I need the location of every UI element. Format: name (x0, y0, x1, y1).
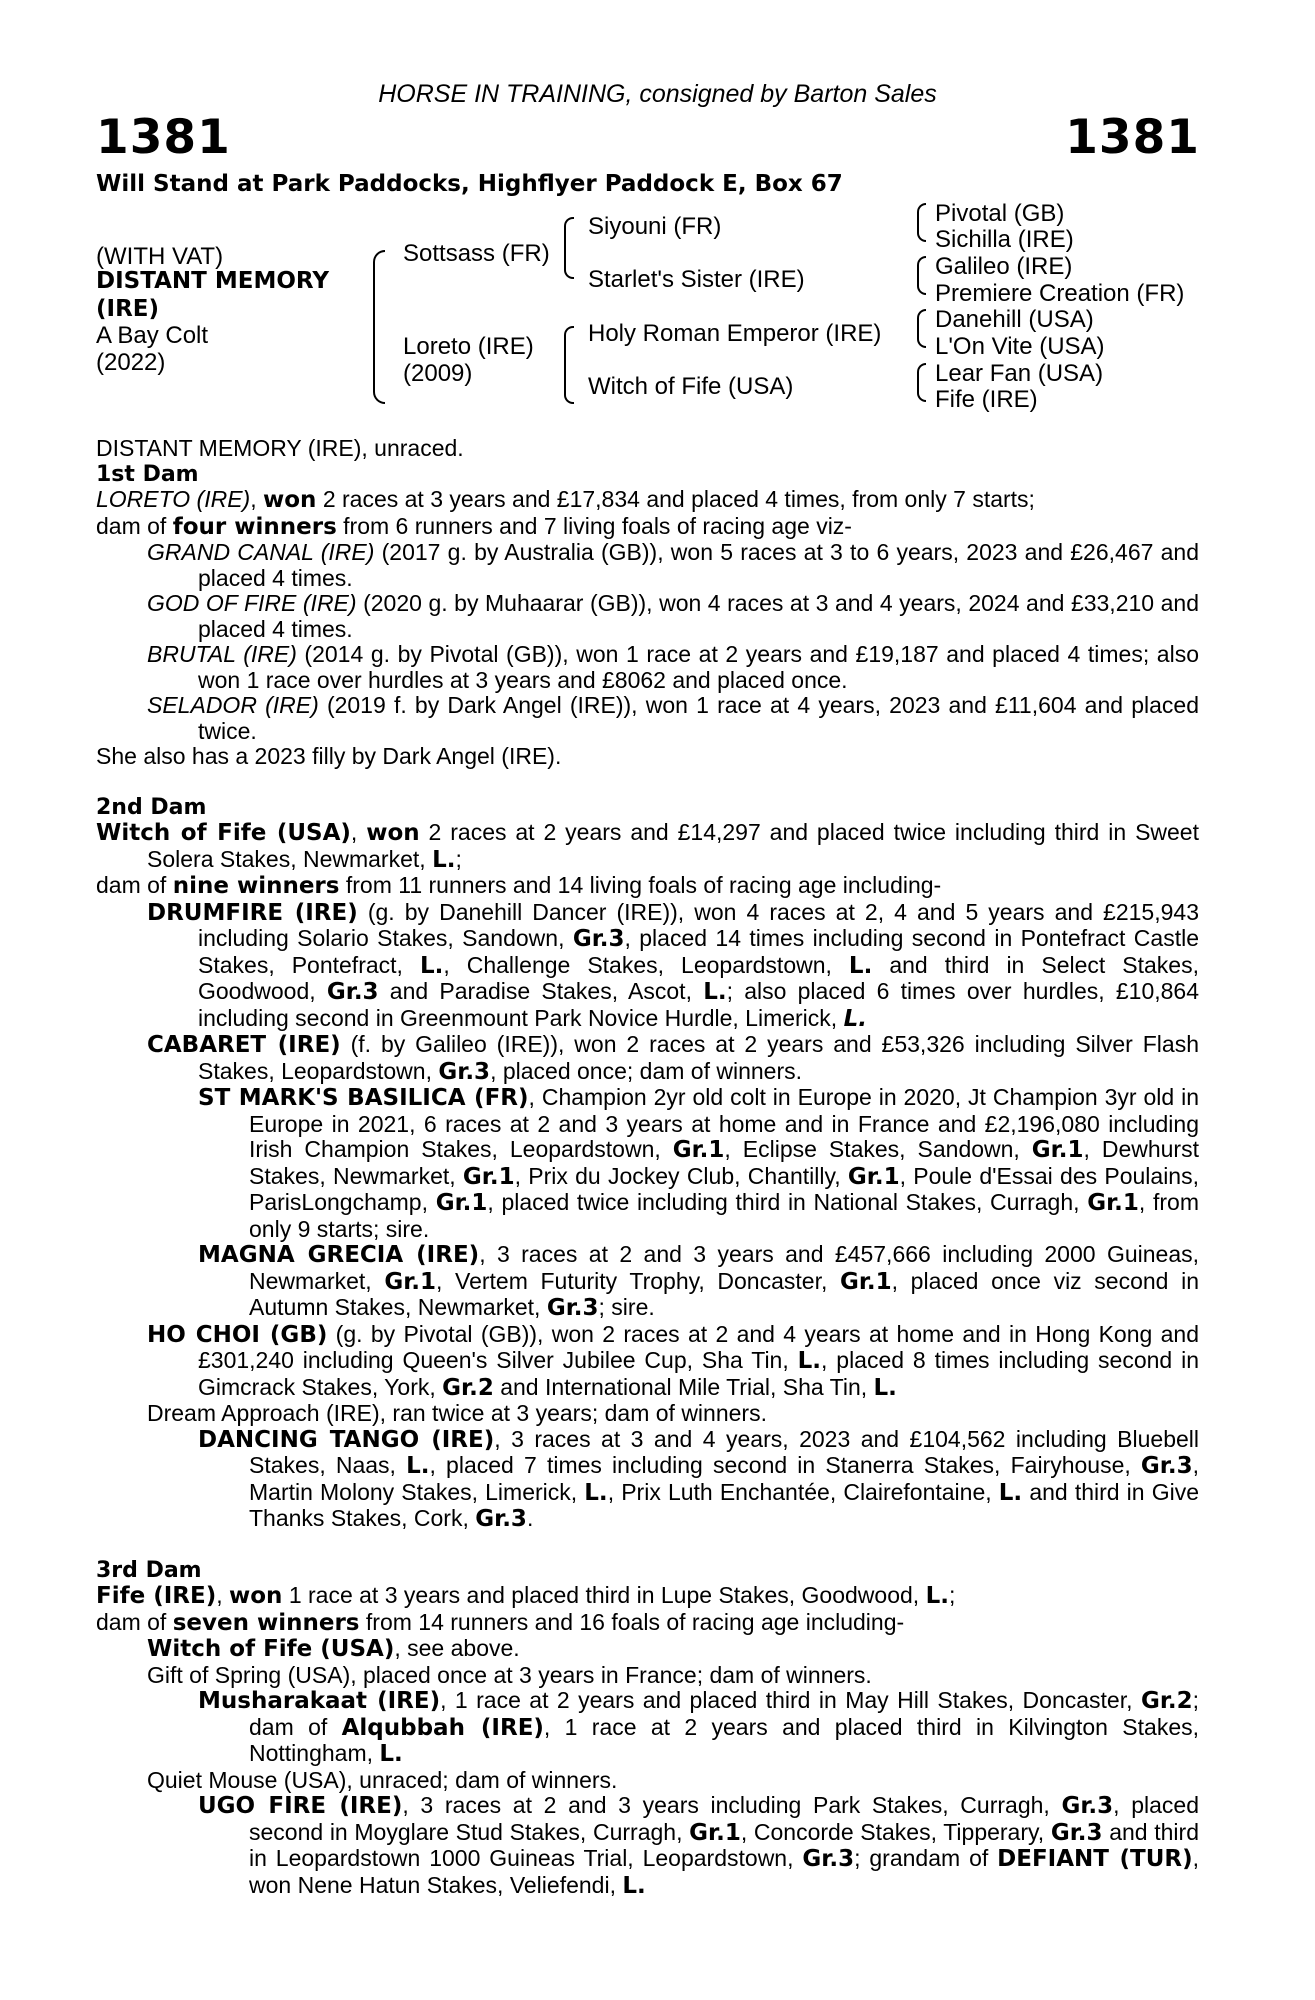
dam-name: LORETO (IRE) (96, 486, 251, 512)
brace-sd (917, 256, 926, 295)
ped-ddd: Fife (IRE) (935, 386, 1038, 413)
horse-description: A Bay Colt (96, 322, 209, 349)
sire-name: Sottsass (FR) (403, 240, 550, 267)
first-dam-heading: 1st Dam (96, 461, 199, 487)
progeny-item: CABARET (IRE) (f. by Galileo (IRE)), won 2 races at 2 years and £53,326 including Silver Flash Stakes, Leopardstown, Gr.3, placed once; dam of winners. (147, 1031, 1199, 1085)
ped-sss: Pivotal (GB) (935, 200, 1065, 227)
brace-sire (564, 217, 574, 279)
grand-progeny-item: MAGNA GRECIA (IRE), 3 races at 2 and 3 years and £457,666 including 2000 Guineas, Newmarket, Gr.1, Vertem Futurity Trophy, Doncaster, Gr.1, placed once viz second in Autumn Stakes, Newmarket, Gr.3; sire. (198, 1241, 1200, 1321)
sire-sire: Siyouni (FR) (588, 213, 722, 240)
brace-ds (917, 309, 926, 348)
grand-progeny-item: ST MARK'S BASILICA (FR), Champion 2yr old colt in Europe in 2020, Jt Champion 3yr old in Europe in 2021, 6 races at 2 and 3 years at home and in France and £2,196,080 including Irish Champion Stakes, Leopardstown, Gr.1, Eclipse Stakes, Sandown, Gr.1, Dewhurst Stakes, Newmarket, Gr.1, Prix du Jockey Club, Chantilly, Gr.1, Poule d'Essai des Poulains, ParisLongchamp, Gr.1, placed twice including third in National Stakes, Curragh, Gr.1, from only 9 starts; sire. (198, 1084, 1200, 1242)
brace-ss (917, 203, 926, 242)
horse-year: (2022) (96, 349, 166, 376)
progeny-item: BRUTAL (IRE) (2014 g. by Pivotal (GB)), won 1 race at 2 years and £19,187 and placed 4 times; also won 1 race over hurdles at 3 years and £8062 and placed once. (147, 641, 1200, 693)
progeny-item: Gift of Spring (USA), placed once at 3 years in France; dam of winners. (147, 1661, 872, 1688)
grand-progeny-item: DANCING TANGO (IRE), 3 races at 3 and 4 years, 2023 and £104,562 including Bluebell Stakes, Naas, L., placed 7 times including second in Stanerra Stakes, Fairyhouse, Gr.3, Martin Molony Stakes, Limerick, L., Prix Luth Enchantée, Clairefontaine, L. and third in Give Thanks Stakes, Cork, Gr.3. (198, 1425, 1200, 1532)
third-dam-heading: 3rd Dam (96, 1557, 202, 1583)
first-dam-record: LORETO (IRE), won 2 races at 3 years and £17,834 and placed 4 times, from only 7 starts; (96, 486, 1035, 513)
brace-dam (564, 326, 574, 404)
intro-line: DISTANT MEMORY (IRE), unraced. (96, 435, 464, 461)
second-dam-record: Witch of Fife (USA), won 2 races at 2 years and £14,297 and placed twice including third in Sweet Solera Stakes, Newmarket, L.; (96, 819, 1199, 873)
lot-number-right: 1381 (1065, 110, 1200, 165)
progeny-item: Dream Approach (IRE), ran twice at 3 years; dam of winners. (147, 1400, 767, 1426)
progeny-item: DRUMFIRE (IRE) (g. by Danehill Dancer (IRE)), won 4 races at 2, 4 and 5 years and £215,943 including Solario Stakes, Sandown, Gr.3, placed 14 times including second in Pontefract Castle Stakes, Pontefract, L., Challenge Stakes, Leopardstown, L. and third in Select Stakes, Goodwood, Gr.3 and Paradise Stakes, Ascot, L.; also placed 6 times over hurdles, £10,864 including second in Greenmount Park Novice Hurdle, Limerick, L. (147, 898, 1200, 1032)
vat-label: (WITH VAT) (96, 243, 224, 270)
third-dam-record: Fife (IRE), won 1 race at 3 years and placed third in Lupe Stakes, Goodwood, L.; (96, 1582, 956, 1609)
grand-progeny-item: Musharakaat (IRE), 1 race at 2 years and placed third in May Hill Stakes, Doncaster, Gr.2; dam of Alqubbah (IRE), 1 race at 2 years and placed third in Kilvington Stakes, Nottingham, L. (198, 1687, 1200, 1767)
first-dam-produce: dam of four winners from 6 runners and 7 living foals of racing age viz- (96, 512, 852, 540)
produce-record (96, 436, 1199, 1899)
brace-gen1 (373, 250, 385, 404)
dam-sire: Holy Roman Emperor (IRE) (588, 320, 882, 347)
grand-progeny-item: UGO FIRE (IRE), 3 races at 2 and 3 years including Park Stakes, Curragh, Gr.3, placed second in Moyglare Stud Stakes, Curragh, Gr.1, Concorde Stakes, Tipperary, Gr.3 and third in Leopardstown 1000 Guineas Trial, Leopardstown, Gr.3; grandam of DEFIANT (TUR), won Nene Hatun Stakes, Veliefendi, L. (198, 1792, 1199, 1899)
third-dam-produce: dam of seven winners from 14 runners and 16 foals of racing age including- (96, 1608, 905, 1636)
ped-dsd: L'On Vite (USA) (935, 333, 1105, 360)
first-dam-also: She also has a 2023 filly by Dark Angel (IRE). (96, 743, 562, 769)
ped-sds: Galileo (IRE) (935, 253, 1073, 280)
brace-dd (917, 363, 926, 402)
progeny-item: SELADOR (IRE) (2019 f. by Dark Angel (IRE)), won 1 race at 4 years, 2023 and £11,604 and placed twice. (147, 692, 1199, 744)
progeny-item: Witch of Fife (USA), see above. (147, 1635, 520, 1662)
dam-name: Loreto (IRE) (403, 333, 534, 360)
dam-dam: Witch of Fife (USA) (588, 373, 794, 400)
horse-name: DISTANT MEMORY (96, 268, 330, 294)
lot-number-left: 1381 (96, 110, 231, 165)
ped-sdd: Premiere Creation (FR) (935, 280, 1185, 307)
progeny-item: HO CHOI (GB) (g. by Pivotal (GB)), won 2 races at 2 and 4 years at home and in Hong Kong and £301,240 including Queen's Silver Jubilee Cup, Sha Tin, L., placed 8 times including second in Gimcrack Stakes, York, Gr.2 and International Mile Trial, Sha Tin, L. (147, 1320, 1199, 1401)
page-header: HORSE IN TRAINING, consigned by Barton Sales (378, 80, 937, 108)
progeny-item: GRAND CANAL (IRE) (2017 g. by Australia (GB)), won 5 races at 3 to 6 years, 2023 and £26,467 and placed 4 times. (147, 539, 1199, 591)
horse-country: (IRE) (96, 296, 160, 322)
progeny-item: GOD OF FIRE (IRE) (2020 g. by Muhaarar (GB)), won 4 races at 3 and 4 years, 2024 and £33,210 and placed 4 times. (147, 590, 1199, 642)
stabling-location: Will Stand at Park Paddocks, Highflyer Paddock E, Box 67 (96, 171, 843, 197)
sire-dam: Starlet's Sister (IRE) (588, 266, 805, 293)
ped-dds: Lear Fan (USA) (935, 360, 1104, 387)
progeny-item: Quiet Mouse (USA), unraced; dam of winners. (147, 1766, 618, 1793)
ped-dss: Danehill (USA) (935, 306, 1094, 333)
dam-year: (2009) (403, 360, 473, 387)
second-dam-heading: 2nd Dam (96, 794, 207, 820)
second-dam-produce: dam of nine winners from 11 runners and 14 living foals of racing age including- (96, 872, 942, 899)
ped-ssd: Sichilla (IRE) (935, 226, 1074, 253)
